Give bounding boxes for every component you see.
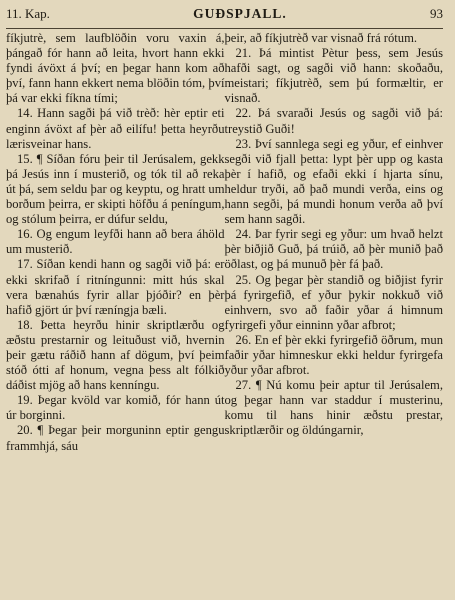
verse-paragraph: 26. En ef þèr ekki fyrirgefið öðrum, mun faðir yðar himneskur ekki heldur fyrirgefa yður yðar afbrot. [224,332,443,378]
continued-text: þeir, að fíkjutrèð var visnað frá rótum. [224,31,418,45]
verse-paragraph: 21. Þá mintist Pètur þess, sem Jesús hafði sagt, og sagði við hann: skoðaðu, meistari; fíkjutrèð, sem þú formæltir, er visnað. [224,46,443,106]
verse-paragraph: 18. Þetta heyrðu hinir skriptlærðu og æðstu prestarnir og leituðust við, hvernin þeir gætu ráðið hann af dögum, því þeim stóð ótti af honum, vegna þess alt fólkið dáðist mjög að hans kenníngu. [6,317,225,393]
verse-paragraph: 16. Og engum leyfði hann að bera áhöld um musterið. [6,227,225,257]
verse-paragraph: 20. ¶ Þegar þeir morguninn eptir gengu frammhjá, sáu [6,423,225,453]
verse-paragraph: 19. Þegar kvöld var komið, fór hann út úr borginni. [6,393,225,423]
verse-paragraph: 23. Því sannlega segi eg yður, ef einhver segði við fjall þetta: lypt þèr upp og kasta þèr í hafið, og efaði ekki í hjarta sínu, heldur tryði, að það mundi verða, eins og hann segði, þá mundi honum verða að því sem hann sagði. [224,136,443,227]
chapter-label: 11. Kap. [6,6,50,21]
continued-text: fíkjutrè, sem laufblöðin voru vaxin á, þángað fór hann að leita, hvort hann ekki fyndi ávöxt á því; en þegar hann kom að því, fann hann ekkert nema blöðin tóm, því þá var ekki fíkna tími; [6,31,225,106]
page-title: GUÐSPJALL. [193,6,287,21]
verse-paragraph: 24. Þar fyrir segi eg yður: um hvað helzt þèr biðjið Guð, þá trúið, að þèr munið það öðlast, og þá munuð þèr fá það. [224,227,443,272]
text-columns [6,31,443,454]
page-number: 93 [429,6,443,21]
verse-paragraph: 14. Hann sagði þá við trèð: hèr eptir eti enginn ávöxt af þèr að eilífu! þetta heyrðu lærisveinar hans. [6,106,225,151]
right-column [225,31,444,454]
left-column [6,31,225,454]
verse-paragraph: 25. Og þegar þèr standið og biðjist fyrir þá fyrirgefið, ef yður þykir nokkuð við einhvern, svo að faðir yðar á himnum fyrirgefi yður einninn yðar afbrot; [224,272,443,332]
verse-paragraph: 27. ¶ Nú komu þeir aptur til Jerúsalem, og þegar hann var staddur í musterinu, komu til hans hinir æðstu prestar, skriptlærðir og öldúngarnir, [224,378,443,438]
verse-paragraph: 17. Síðan kendi hann og sagði við þá: er ekki skrifað í ritníngunni: mitt hús skal vera bænahús fyrir allar þjóðir? en þèr hafið gjört úr því ræníngja bæli. [6,257,225,317]
verse-paragraph: 15. ¶ Síðan fóru þeir til Jerúsalem, gekk þá Jesús inn í musterið, og tók til að reka út þá, sem seldu þar og keyptu, og hratt um borðum þeirra, er skipti höfðu á peníngum, og stólum þeirra, er dúfur seldu, [6,151,225,227]
running-header [6,6,443,29]
verse-paragraph: 22. Þá svaraði Jesús og sagði við þá: treystið Guði! [224,106,443,136]
